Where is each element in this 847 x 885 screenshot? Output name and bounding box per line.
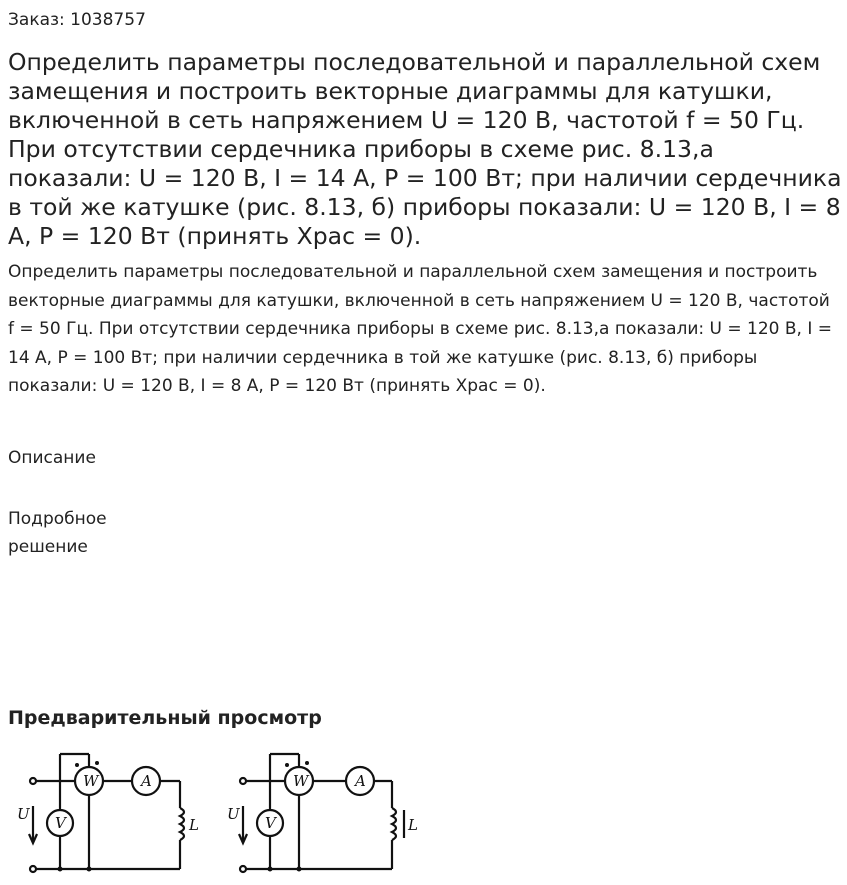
circuit-b: [239, 754, 404, 872]
svg-text:W: W: [293, 772, 309, 790]
circuit-a: [29, 754, 184, 872]
svg-text:U: U: [17, 805, 30, 823]
detailed-solution-label: Подробное решение: [8, 509, 107, 557]
circuit-diagram-preview: [0, 736, 430, 885]
task-headline: Определить параметры последовательной и параллельной схем замещения и построить векторные диаграммы для катушки, включенной в сеть напряжением U = 120 В, частотой f = 50 Гц. При отсутствии сердечника приборы в схеме рис. 8.13,а показали: U = 120 В, I = 14 А, P = 100 Вт; при наличии сердечника в той же катушке (рис. 8.13, б) приборы показали: U = 120 В, I = 8 А, P = 120 Вт (принять Храс = 0).: [8, 48, 842, 250]
svg-text:U: U: [227, 805, 240, 823]
description-label: Описание: [8, 448, 96, 468]
svg-text:V: V: [265, 814, 276, 832]
svg-text:L: L: [408, 816, 418, 834]
task-body: Определить параметры последовательной и параллельной схем замещения и построить векторные диаграммы для катушки, включенной в сеть напряжением U = 120 В, частотой f = 50 Гц. При отсутствии сердечника приборы в схеме рис. 8.13,а показали: U = 120 В, I = 14 А, P = 100 Вт; при наличии сердечника в той же катушке (рис. 8.13, б) приборы показали: U = 120 В, I = 8 А, P = 120 Вт (принять Храс = 0).: [8, 262, 833, 397]
svg-text:V: V: [55, 814, 66, 832]
svg-text:A: A: [141, 772, 152, 790]
preview-title: Предварительный просмотр: [8, 707, 322, 729]
order-number: Заказ: 1038757: [8, 10, 146, 30]
svg-text:A: A: [355, 772, 366, 790]
svg-text:L: L: [189, 816, 199, 834]
svg-text:W: W: [83, 772, 99, 790]
